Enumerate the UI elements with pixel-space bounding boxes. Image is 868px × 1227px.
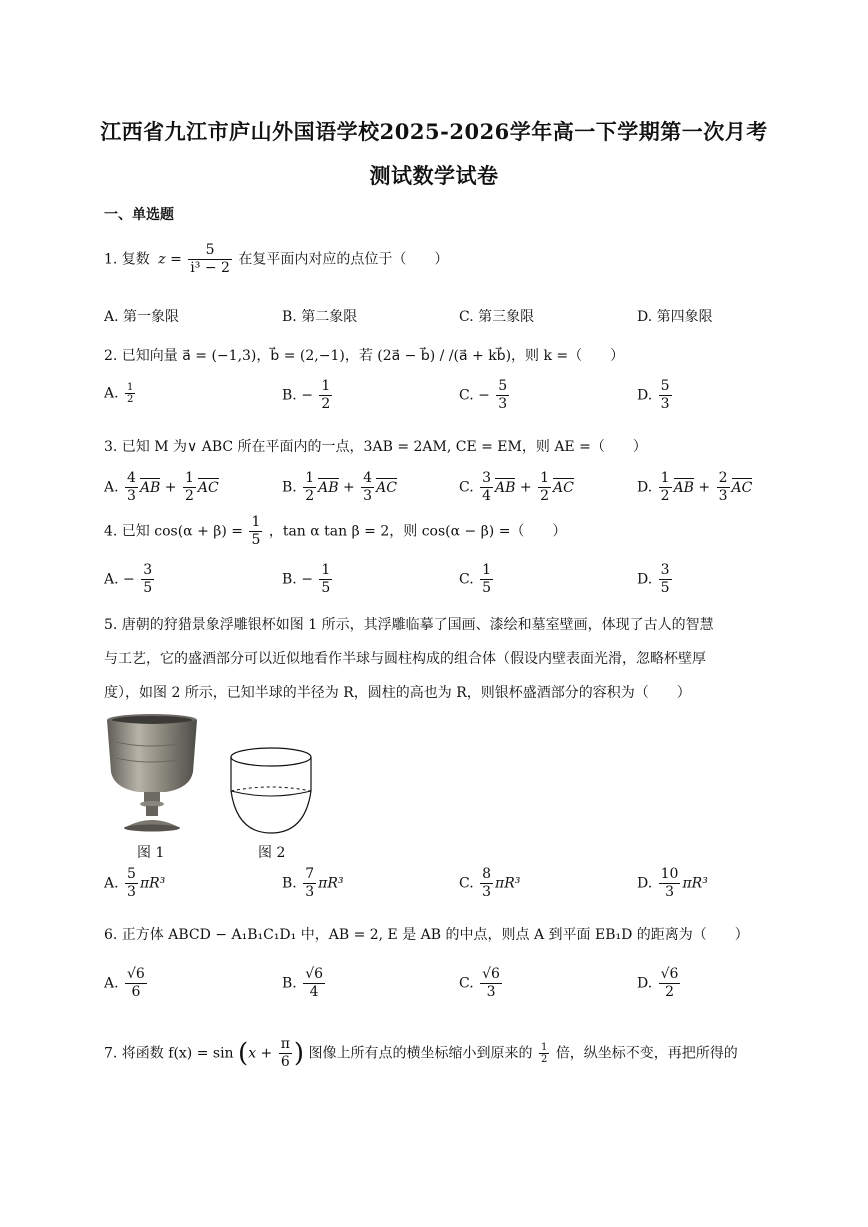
q3-b-frac1 [303, 470, 316, 505]
q4-option-b [282, 562, 334, 597]
q3-c-frac1 [480, 470, 493, 505]
q3-d-v1: AB [673, 479, 694, 496]
q5-d-den: 3 [665, 884, 675, 900]
q5-option-b [282, 866, 343, 901]
q3-c-op: + [519, 479, 532, 496]
q4-d-label: D. [637, 571, 653, 588]
question-5-line1: 5. 唐朝的狩猎景象浮雕银杯如图 1 所示，其浮雕临摹了国画、漆绘和墓室壁画，体现了古人的智慧 [104, 617, 714, 633]
q4-d-num: 3 [660, 562, 670, 578]
q3-c-frac2 [538, 470, 551, 505]
q2-d-den: 3 [660, 396, 670, 412]
q3-a-v1: AB [139, 479, 161, 496]
q3-d-n2: 2 [718, 470, 728, 486]
q5-b-term: πR³ [318, 875, 344, 892]
q5-a-term: πR³ [139, 875, 166, 892]
q3-c-d2: 2 [540, 488, 550, 504]
q6-b-fraction [303, 966, 325, 1001]
question-4-stem [104, 514, 566, 549]
q2-b-label: B. − [282, 387, 313, 404]
q4-a-num: 3 [143, 562, 153, 578]
q4-b-num: 1 [321, 562, 331, 578]
q3-b-v1: AB [318, 479, 339, 496]
q6-d-den: 2 [665, 984, 675, 1000]
q5-b-label: B. [282, 875, 297, 892]
q6-option-b [282, 966, 327, 1001]
q7-paren-left: ( [238, 1038, 249, 1069]
q6-option-d [637, 966, 682, 1001]
q5-a-label: A. [104, 875, 119, 892]
q3-d-frac2 [717, 470, 730, 505]
q3-d-d2: 3 [718, 488, 728, 504]
q2-a-label: A. [104, 385, 119, 402]
q5-c-label: C. [459, 875, 474, 892]
q7-half-fraction [539, 1042, 549, 1065]
q4-a-den: 5 [143, 580, 153, 596]
q6-c-label: C. [459, 975, 474, 992]
q4-den: 5 [251, 532, 261, 548]
q7-arg: x + [248, 1045, 273, 1062]
q6-d-fraction [659, 966, 681, 1001]
q4-stem-a: 4. 已知 cos(α + β) = [104, 523, 243, 540]
q2-option-a [104, 382, 137, 405]
q6-a-num: √6 [127, 966, 145, 982]
q3-b-op: + [342, 479, 355, 496]
question-5-line2: 与工艺，它的盛酒部分可以近似地看作半球与圆柱构成的组合体（假设内壁表面光滑，忽略杯壁厚 [104, 651, 706, 667]
q6-b-num: √6 [305, 966, 324, 982]
q3-d-op: + [698, 479, 711, 496]
q1-num: 5 [188, 242, 232, 260]
q1-option-a: A. 第一象限 [104, 309, 180, 325]
q5-option-c [459, 866, 520, 901]
q3-a-d2: 2 [184, 488, 194, 504]
q2-b-num: 1 [321, 378, 331, 394]
q4-c-num: 1 [482, 562, 492, 578]
q5-d-fraction [659, 866, 681, 901]
q1-tail: 在复平面内对应的点位于（ ） [238, 251, 449, 268]
q5-d-term: πR³ [682, 875, 708, 892]
q5-d-num: 10 [660, 866, 679, 882]
q7-pi-den: 6 [280, 1054, 290, 1070]
q2-option-c [459, 378, 511, 413]
exam-title-line1: 江西省九江市庐山外国语学校2025-2026学年高一下学期第一次月考 [100, 119, 768, 144]
q4-a-fraction [141, 562, 154, 597]
q2-a-fraction [125, 382, 135, 405]
q1-option-d: D. 第四象限 [637, 309, 713, 325]
q1-option-c: C. 第三象限 [459, 309, 535, 325]
q3-a-n1: 4 [127, 470, 136, 486]
q6-option-c [459, 966, 504, 1001]
q4-option-d [637, 562, 674, 597]
q3-a-frac2 [183, 470, 196, 505]
q4-b-label: B. − [282, 571, 313, 588]
q5-option-d [637, 866, 708, 901]
q4-c-fraction [480, 562, 493, 597]
q2-c-label: C. − [459, 387, 490, 404]
q3-a-label: A. [104, 479, 119, 496]
q6-a-label: A. [104, 975, 119, 992]
q3-a-n2: 1 [184, 470, 194, 486]
q2-b-fraction [319, 378, 332, 413]
q3-d-n1: 1 [660, 470, 670, 486]
q3-b-d2: 3 [363, 488, 373, 504]
silver-cup-image [104, 712, 200, 832]
q5-option-a [104, 866, 165, 901]
q4-option-a [104, 562, 156, 597]
q2-d-fraction [659, 378, 672, 413]
q6-d-label: D. [637, 975, 653, 992]
q4-num: 1 [251, 514, 261, 530]
q5-c-fraction [480, 866, 493, 901]
q2-c-fraction [496, 378, 509, 413]
cup-model-diagram [225, 745, 317, 837]
q5-b-num: 7 [305, 866, 315, 882]
q7-pi-fraction [279, 1036, 292, 1071]
question-6-stem: 6. 正方体 ABCD − A₁B₁C₁D₁ 中，AB = 2, E 是 AB 的中点，则点 A 到平面 EB₁D 的距离为（ ） [104, 927, 749, 943]
question-2-stem: 2. 已知向量 a⃗ = (−1,3)，b⃗ = (2,−1)，若 (2a⃗ − b⃗) / /(a⃗ + kb⃗)，则 k =（ ） [104, 348, 625, 364]
q4-b-fraction [319, 562, 332, 597]
q5-c-den: 3 [482, 884, 492, 900]
question-3-stem: 3. 已知 M 为∨ ABC 所在平面内的一点，3AB = 2AM, CE = EM，则 AE =（ ） [104, 439, 647, 455]
q4-d-fraction [659, 562, 672, 597]
figure-1-caption: 图 1 [137, 845, 165, 861]
q3-d-v2: AC [731, 479, 753, 496]
q5-a-num: 5 [127, 866, 136, 882]
q6-c-num: √6 [482, 966, 500, 982]
q3-c-v2: AC [553, 479, 574, 496]
q4-c-den: 5 [482, 580, 492, 596]
q2-a-num: 1 [127, 382, 134, 393]
q5-b-fraction [303, 866, 316, 901]
q3-d-d1: 2 [660, 488, 670, 504]
q3-b-label: B. [282, 479, 297, 496]
question-5-line3: 度），如图 2 所示，已知半球的半径为 R，圆柱的高也为 R，则银杯盛酒部分的容积为（ ） [104, 685, 691, 701]
q2-d-num: 5 [660, 378, 670, 394]
q3-b-n2: 4 [363, 470, 373, 486]
q4-b-den: 5 [321, 580, 331, 596]
q6-b-label: B. [282, 975, 297, 992]
q2-c-num: 5 [498, 378, 508, 394]
q1-label: 1. 复数 [104, 251, 150, 268]
figure-2-caption: 图 2 [258, 845, 286, 861]
q5-b-den: 3 [305, 884, 315, 900]
q1-den: i³ − 2 [190, 260, 230, 276]
q3-c-label: C. [459, 479, 474, 496]
q6-b-den: 4 [309, 984, 319, 1000]
q1-fraction [188, 242, 232, 277]
question-7-stem [104, 1036, 738, 1071]
q3-b-frac2 [361, 470, 374, 505]
q7-stem-b: 图像上所有点的横坐标缩小到原来的 [308, 1045, 533, 1062]
q6-a-fraction [125, 966, 147, 1001]
q7-half-den: 2 [540, 1054, 548, 1065]
q4-c-label: C. [459, 571, 474, 588]
q3-b-v2: AC [376, 479, 397, 496]
q5-a-den: 3 [127, 884, 136, 900]
q7-half-num: 1 [540, 1042, 548, 1053]
q3-option-d [637, 470, 752, 505]
q1-lhs: z = [158, 251, 182, 268]
q4-option-c [459, 562, 495, 597]
q6-c-fraction [480, 966, 502, 1001]
q3-a-op: + [164, 479, 177, 496]
question-1-stem [104, 242, 448, 277]
q5-c-term: πR³ [495, 875, 521, 892]
q6-option-a [104, 966, 149, 1001]
q3-a-frac1 [125, 470, 138, 505]
q3-option-b [282, 470, 397, 505]
q7-stem-c: 倍，纵坐标不变，再把所得的 [555, 1045, 738, 1062]
q5-d-label: D. [637, 875, 653, 892]
q3-c-v1: AB [495, 479, 516, 496]
q2-option-b [282, 378, 334, 413]
q6-d-num: √6 [660, 966, 679, 982]
q4-fraction [249, 514, 262, 549]
q3-c-n2: 1 [540, 470, 550, 486]
q5-c-num: 8 [482, 866, 492, 882]
q2-d-label: D. [637, 387, 653, 404]
section-heading: 一、单选题 [104, 207, 174, 223]
q3-a-v2: AC [197, 479, 219, 496]
q2-c-den: 3 [498, 396, 508, 412]
q3-a-d1: 3 [127, 488, 136, 504]
q6-a-den: 6 [131, 984, 141, 1000]
q4-d-den: 5 [660, 580, 670, 596]
q2-b-den: 2 [321, 396, 331, 412]
q3-c-n1: 3 [482, 470, 492, 486]
exam-title-line2: 测试数学试卷 [369, 163, 499, 188]
q4-stem-b: ，tan α tan β = 2，则 cos(α − β) =（ ） [268, 523, 567, 540]
q3-option-a [104, 470, 219, 505]
q3-d-frac1 [659, 470, 672, 505]
q3-d-label: D. [637, 479, 653, 496]
q3-option-c [459, 470, 574, 505]
q7-stem-a: 7. 将函数 f(x) = sin [104, 1045, 234, 1062]
q2-a-den: 2 [127, 394, 134, 405]
q1-formula [158, 242, 234, 277]
q5-a-fraction [125, 866, 138, 901]
q7-pi-num: π [280, 1036, 290, 1052]
q4-a-label: A. − [104, 571, 135, 588]
q3-b-d1: 2 [305, 488, 315, 504]
q6-c-den: 3 [486, 984, 496, 1000]
q3-b-n1: 1 [305, 470, 315, 486]
q3-c-d1: 4 [482, 488, 492, 504]
q1-option-b: B. 第二象限 [282, 309, 358, 325]
q2-option-d [637, 378, 674, 413]
q7-paren-right: ) [293, 1038, 305, 1069]
